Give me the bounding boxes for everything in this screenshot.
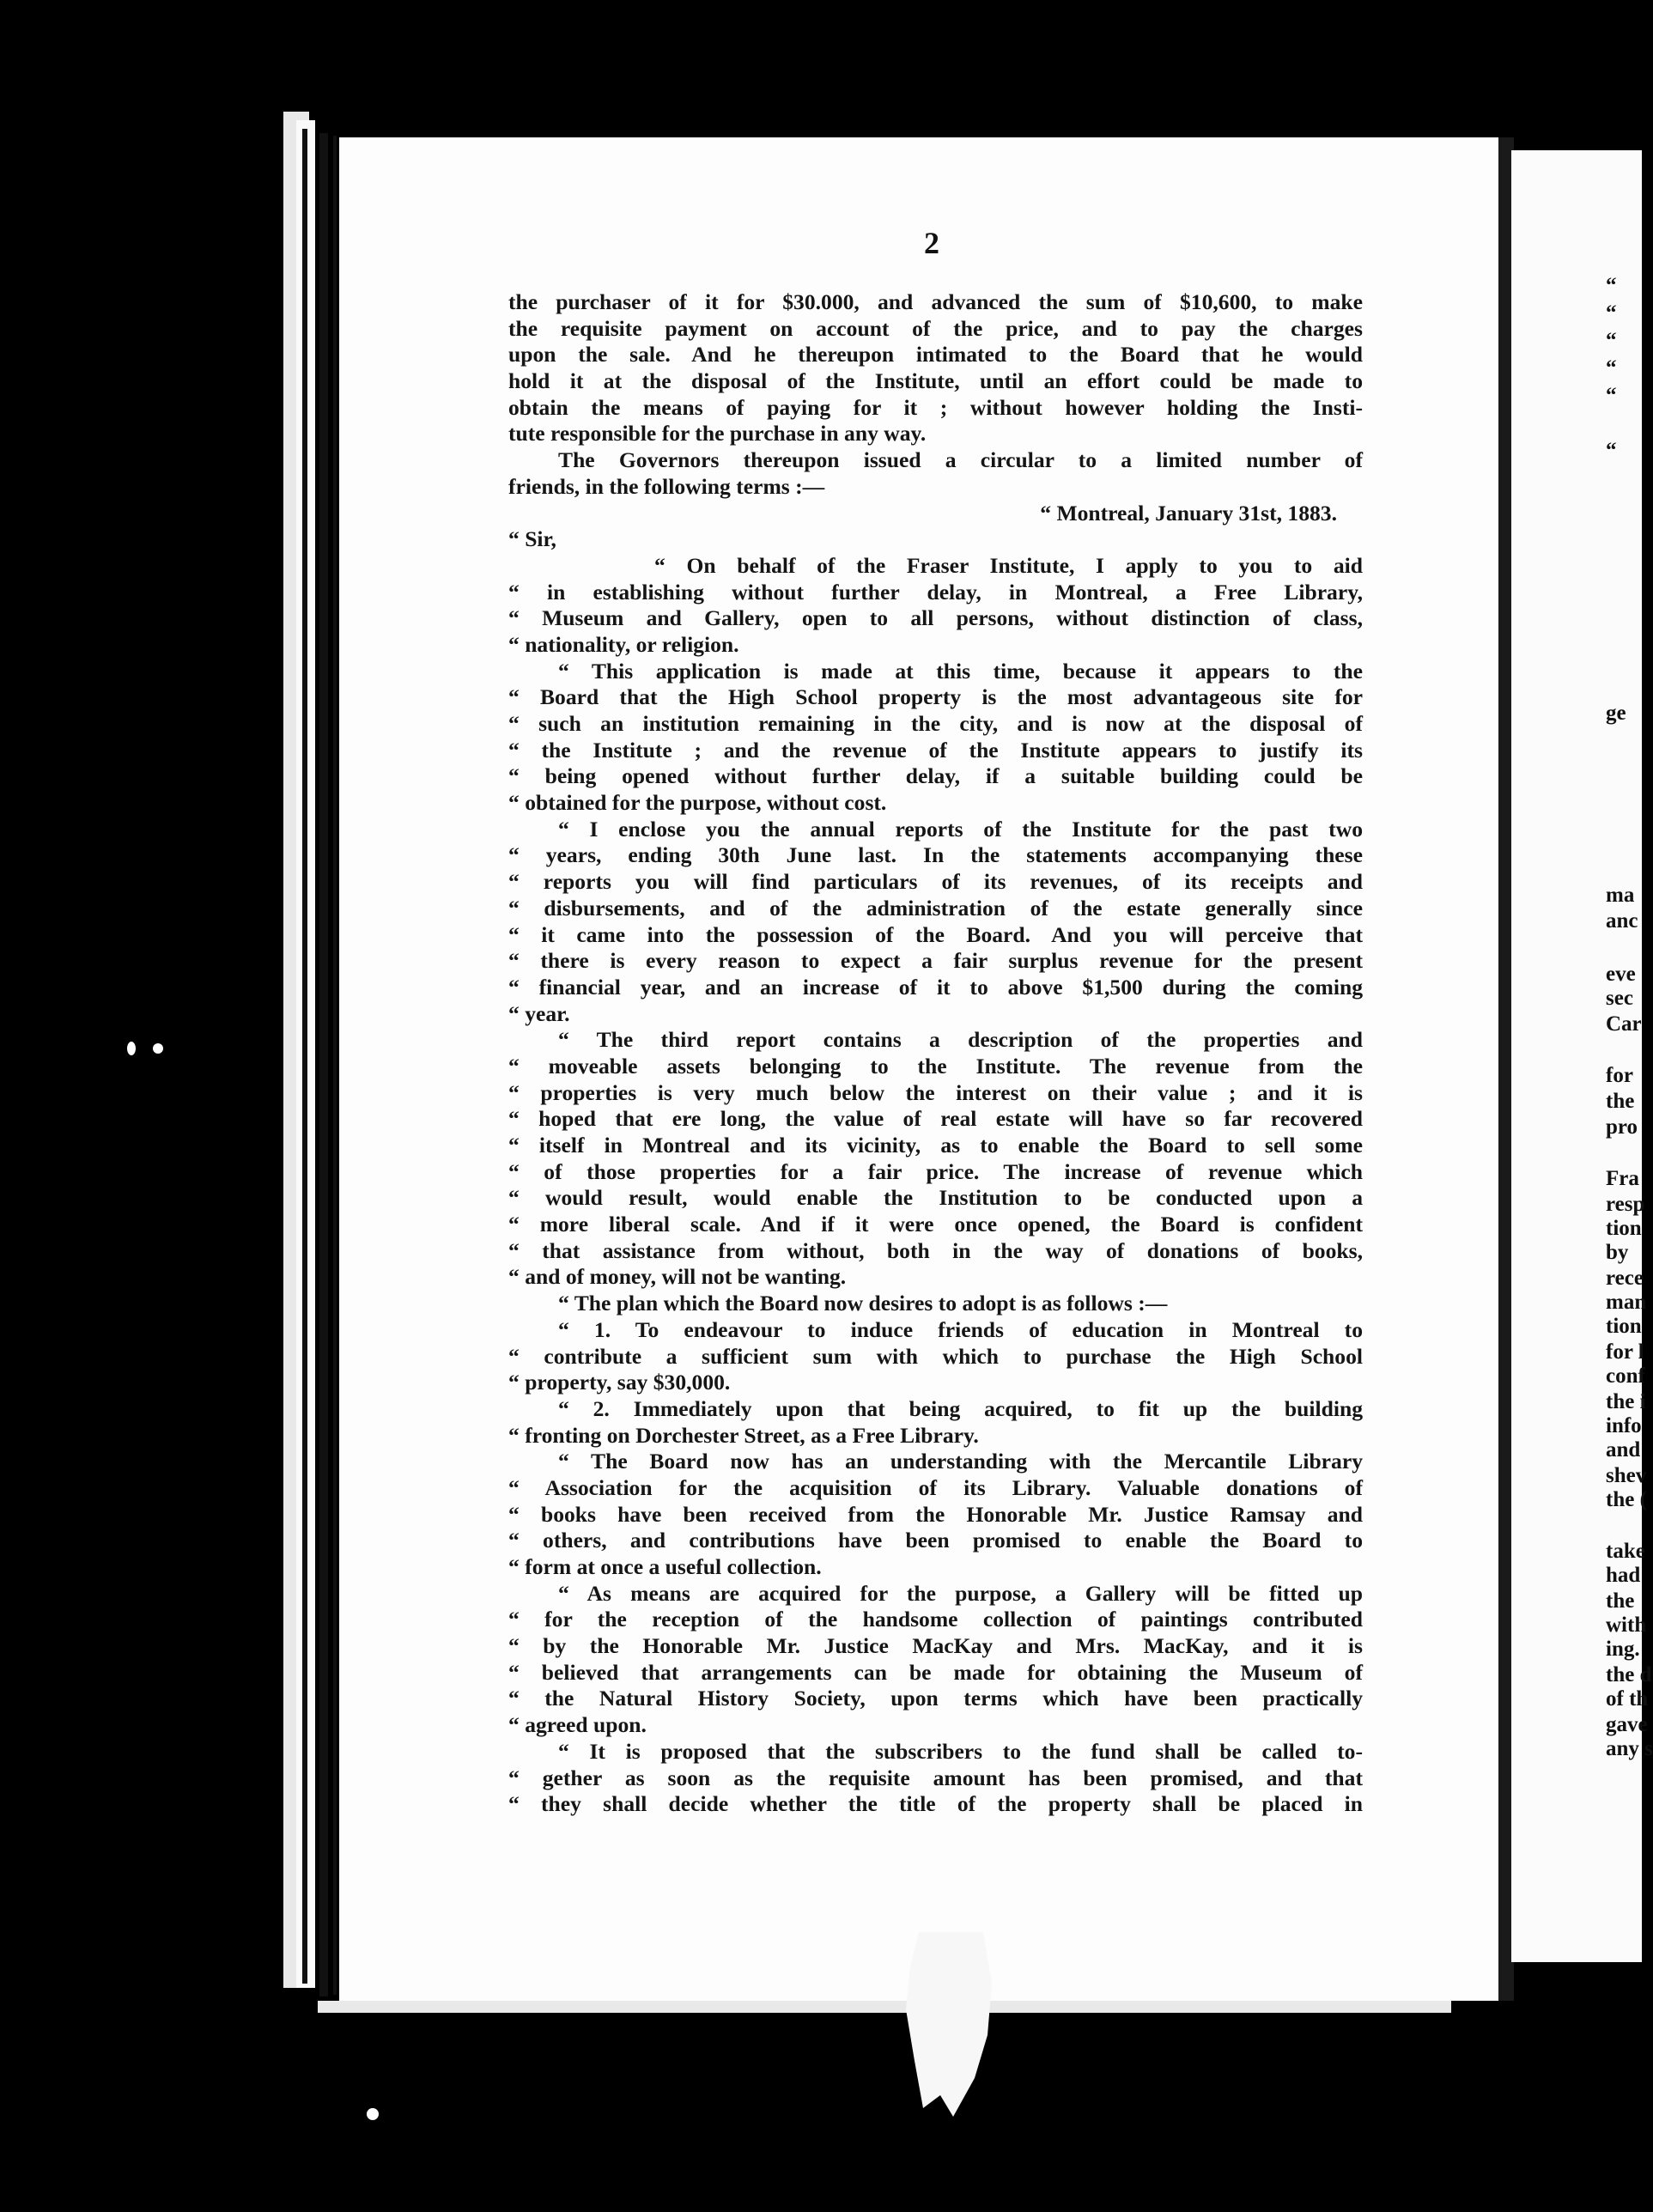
text-line: “ form at once a useful collection.	[508, 1554, 822, 1579]
text-line: “ Sir,	[508, 526, 556, 552]
page-bottom-edge	[318, 2001, 1451, 2013]
text-line: “ for the reception of the handsome collection of paintings contributed	[508, 1607, 1363, 1632]
text-line: tute responsible for the purchase in any way.	[508, 421, 927, 447]
text-line: “ As means are acquired for the purpose, a Gallery will be fitted up	[558, 1580, 1363, 1606]
text-line: “ being opened without further delay, if a suitable building could be	[508, 763, 1363, 789]
text-line: “ property, say $30,000.	[508, 1370, 731, 1395]
next-page-line-fragment: the i	[1606, 1390, 1646, 1413]
text-line: The Governors thereupon issued a circular to a limited number of	[558, 447, 1363, 473]
text-line: “ I enclose you the annual reports of the Institute for the past two	[558, 816, 1363, 842]
text-line: “ Montreal, January 31st, 1883.	[1040, 500, 1337, 526]
body-text	[508, 289, 1363, 1818]
text-line: “ This application is made at this time, because it appears to the	[558, 658, 1363, 684]
page-edge-line	[319, 133, 328, 1996]
text-line: “ books have been received from the Honorable Mr. Justice Ramsay and	[508, 1501, 1363, 1527]
text-line: “ the Natural History Society, upon terms which have been practically	[508, 1686, 1363, 1711]
text-line: “ The plan which the Board now desires to adopt is as follows :—	[558, 1291, 1168, 1316]
next-page-line-fragment: take	[1606, 1540, 1645, 1563]
text-line: “ obtained for the purpose, without cost.	[508, 790, 887, 816]
text-line: “ Association for the acquisition of its Library. Valuable donations of	[508, 1474, 1363, 1500]
next-page-line-fragment: conf	[1606, 1364, 1645, 1388]
next-page-line-fragment: man	[1606, 1291, 1647, 1314]
text-line: “ reports you will find particulars of its revenues, of its receipts and	[508, 869, 1363, 895]
text-line: “ would result, would enable the Institution to be conducted upon a	[508, 1185, 1363, 1211]
next-page-line-fragment: pro	[1606, 1115, 1638, 1139]
text-line: “ there is every reason to expect a fair surplus revenue for the present	[508, 948, 1363, 974]
text-line: “ it came into the possession of the Board. And you will perceive that	[508, 921, 1363, 947]
next-page-line-fragment: with	[1606, 1613, 1647, 1637]
text-line: “ financial year, and an increase of it to above $1,500 during the coming	[508, 974, 1363, 1000]
next-page-line-fragment: “	[1606, 384, 1617, 407]
next-page-line-fragment: shev	[1606, 1464, 1647, 1487]
next-page-line-fragment: sec	[1606, 987, 1633, 1010]
text-line: friends, in the following terms :—	[508, 473, 825, 499]
text-line: “ hoped that ere long, the value of real estate will have so far recovered	[508, 1106, 1363, 1132]
next-page-line-fragment: “	[1606, 329, 1617, 352]
text-line: “ properties is very much below the interest on their value ; and it is	[508, 1079, 1363, 1105]
text-line: “ nationality, or religion.	[508, 631, 739, 657]
scan-speck	[367, 2108, 379, 2120]
next-page-line-fragment: Fra	[1606, 1167, 1639, 1190]
text-line: “ itself in Montreal and its vicinity, as to enable the Board to sell some	[508, 1133, 1363, 1158]
text-line: “ The Board now has an understanding with the Mercantile Library	[558, 1449, 1363, 1474]
scan-speck	[127, 1042, 136, 1055]
text-line: “ It is proposed that the subscribers to the fund shall be called to-	[558, 1738, 1363, 1764]
text-line: hold it at the disposal of the Institute, until an effort could be made to	[508, 368, 1363, 394]
text-line: “ Museum and Gallery, open to all persons, without distinction of class,	[508, 605, 1363, 631]
next-page-line-fragment: the (	[1606, 1488, 1647, 1511]
next-page-line-fragment: by	[1606, 1241, 1629, 1264]
next-page-line-fragment: for l	[1606, 1340, 1644, 1364]
text-line: “ believed that arrangements can be made for obtaining the Museum of	[508, 1659, 1363, 1685]
next-page-line-fragment: “	[1606, 439, 1617, 462]
next-page-line-fragment: tion	[1606, 1217, 1642, 1240]
next-page-line-fragment: any s	[1606, 1737, 1653, 1760]
page-edge-line	[302, 129, 307, 1984]
text-line: “ more liberal scale. And if it were once opened, the Board is confident	[508, 1212, 1363, 1237]
text-line: “ fronting on Dorchester Street, as a Free Library.	[508, 1422, 979, 1448]
next-page-line-fragment: resp	[1606, 1193, 1645, 1216]
next-page-line-fragment: anc	[1606, 909, 1638, 933]
text-line: upon the sale. And he thereupon intimated to the Board that he would	[508, 342, 1363, 368]
next-page-line-fragment: rece	[1606, 1267, 1644, 1290]
text-line: “ years, ending 30th June last. In the statements accompanying these	[508, 842, 1363, 868]
next-page-line-fragment: tion	[1606, 1315, 1642, 1338]
text-line: “ disbursements, and of the administration of the estate generally since	[508, 895, 1363, 921]
next-page-line-fragment: the	[1606, 1090, 1635, 1113]
next-page-line-fragment: Car	[1606, 1012, 1642, 1036]
text-line: “ On behalf of the Fraser Institute, I apply to you to aid	[654, 552, 1363, 578]
next-page-line-fragment: “	[1606, 301, 1617, 325]
next-page-line-fragment: “	[1606, 356, 1617, 380]
text-line: “ the Institute ; and the revenue of the Institute appears to justify its	[508, 737, 1363, 763]
text-line: “ year.	[508, 1000, 570, 1026]
scan-speck	[153, 1043, 163, 1054]
next-page-line-fragment: of th	[1606, 1687, 1649, 1711]
torn-paper-tab	[902, 1932, 996, 2121]
text-line: “ others, and contributions have been promised to enable the Board to	[508, 1528, 1363, 1553]
text-line: “ gether as soon as the requisite amount has been promised, and that	[508, 1765, 1363, 1790]
text-line: “ contribute a sufficient sum with which to purchase the High School	[508, 1343, 1363, 1369]
text-line: “ by the Honorable Mr. Justice MacKay and Mrs. MacKay, and it is	[508, 1633, 1363, 1659]
next-page-line-fragment: “	[1606, 274, 1617, 297]
text-line: “ agreed upon.	[508, 1712, 647, 1738]
next-page-line-fragment: for	[1606, 1064, 1633, 1087]
page-number: 2	[924, 226, 939, 260]
next-page-line-fragment: the d	[1606, 1663, 1652, 1686]
text-line: the purchaser of it for $30.000, and advanced the sum of $10,600, to make	[508, 289, 1363, 314]
text-line: “ such an institution remaining in the city, and is now at the disposal of	[508, 711, 1363, 736]
next-page-line-fragment: ing.	[1606, 1638, 1640, 1661]
next-page-line-fragment: had	[1606, 1564, 1641, 1587]
page-edge-line	[333, 136, 337, 1995]
next-page-line-fragment: and	[1606, 1438, 1641, 1462]
text-line: “ of those properties for a fair price. The increase of revenue which	[508, 1158, 1363, 1184]
text-line: “ moveable assets belonging to the Institute. The revenue from the	[508, 1053, 1363, 1079]
text-line: “ and of money, will not be wanting.	[508, 1264, 847, 1290]
text-line: “ 2. Immediately upon that being acquired, to fit up the building	[558, 1395, 1363, 1421]
next-page-line-fragment: ge	[1606, 702, 1626, 725]
text-line: “ that assistance from without, both in the way of donations of books,	[508, 1237, 1363, 1263]
next-page-line-fragment: the	[1606, 1589, 1635, 1613]
text-line: “ 1. To endeavour to induce friends of education in Montreal to	[558, 1316, 1363, 1342]
text-line: obtain the means of paying for it ; without however holding the Insti-	[508, 394, 1363, 420]
text-line: the requisite payment on account of the price, and to pay the charges	[508, 315, 1363, 341]
text-line: “ The third report contains a description of the properties and	[558, 1027, 1363, 1053]
text-line: “ they shall decide whether the title of the property shall be placed in	[508, 1791, 1363, 1817]
next-page-line-fragment: ma	[1606, 884, 1635, 907]
text-line: “ in establishing without further delay, in Montreal, a Free Library,	[508, 579, 1363, 605]
next-page-line-fragment: eve	[1606, 963, 1636, 986]
next-page-line-fragment: info	[1606, 1414, 1642, 1437]
next-page-line-fragment: gave	[1606, 1713, 1648, 1736]
text-line: “ Board that the High School property is the most advantageous site for	[508, 684, 1363, 710]
